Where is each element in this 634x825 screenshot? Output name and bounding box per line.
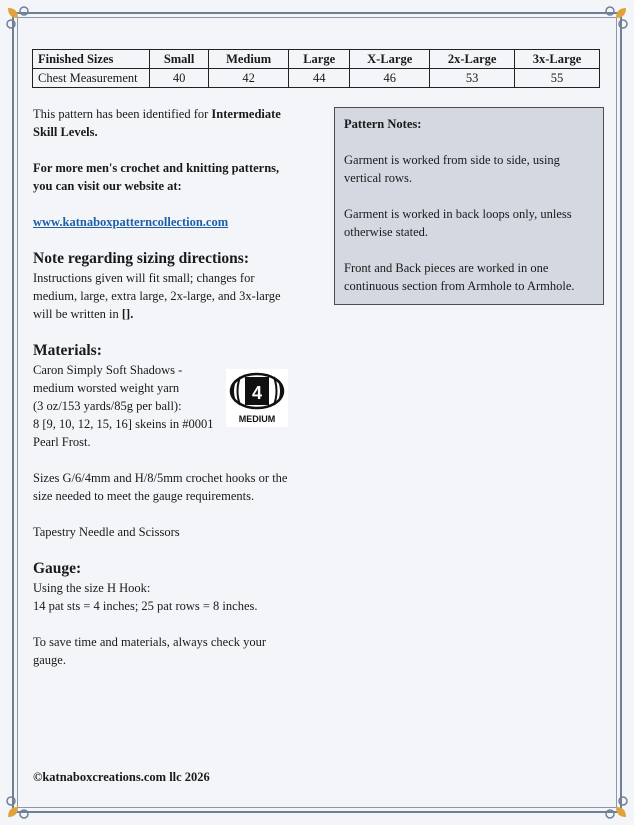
yarn-weight-number: 4 — [251, 383, 263, 403]
yarn-weight-icon — [226, 369, 288, 427]
table-header: X-Large — [350, 50, 430, 69]
gauge-line: 14 pat sts = 4 inches; 25 pat rows = 8 inches. — [33, 599, 258, 613]
corner-ornament-icon — [603, 794, 629, 820]
pattern-note: Garment is worked in back loops only, unless otherwise stated. — [344, 207, 572, 239]
website-link[interactable]: www.katnaboxpatterncollection.com — [33, 215, 229, 229]
sizing-heading: Note regarding sizing directions: — [33, 250, 249, 267]
gauge-note: To save time and materials, always check your gauge. — [33, 635, 267, 667]
yarn-line: Pearl Frost. — [33, 435, 91, 449]
hooks-text: Sizes G/6/4mm and H/8/5mm crochet hooks or the size needed to meet the gauge requirements. — [33, 471, 288, 503]
corner-ornament-icon — [5, 5, 31, 31]
gauge-heading: Gauge: — [33, 560, 82, 577]
sizing-paragraph — [33, 269, 295, 323]
table-row-label: Chest Measurement — [33, 69, 150, 88]
sizes-table — [32, 49, 600, 88]
yarn-line: medium worsted weight yarn — [33, 381, 180, 395]
copyright-footer: ©katnaboxcreations.com llc 2026 — [33, 770, 210, 784]
more-patterns-text: For more men's crochet and knitting patterns, you can visit our website at: — [33, 161, 280, 193]
table-header-row — [33, 50, 600, 69]
intro-text: This pattern has been identified for — [33, 107, 212, 121]
table-cell: 44 — [289, 69, 350, 88]
left-column — [33, 105, 295, 687]
website-paragraph — [33, 213, 295, 231]
yarn-line: 8 [9, 10, 12, 15, 16] skeins in #0001 — [33, 417, 214, 431]
table-row — [33, 69, 600, 88]
pattern-note: Front and Back pieces are worked in one continuous section from Armhole to Armhole. — [344, 261, 575, 293]
sizing-text: Instructions given will fit small; changes for medium, large, extra large, 2x-large, and 3x-large will be written in — [33, 271, 281, 321]
pattern-notes-box — [334, 107, 604, 305]
table-cell: 53 — [430, 69, 515, 88]
sizing-bracket: []. — [121, 307, 134, 321]
table-cell: 55 — [515, 69, 600, 88]
yarn-weight-label: MEDIUM — [238, 414, 276, 424]
table-header: Finished Sizes — [33, 50, 150, 69]
materials-heading: Materials: — [33, 342, 102, 359]
table-cell: 40 — [150, 69, 209, 88]
table-header: Large — [289, 50, 350, 69]
table-header: Small — [150, 50, 209, 69]
pattern-notes-title: Pattern Notes: — [344, 117, 422, 131]
intro-paragraph — [33, 105, 295, 141]
pattern-note: Garment is worked from side to side, using vertical rows. — [344, 153, 560, 185]
table-header: 2x-Large — [430, 50, 515, 69]
yarn-line: (3 oz/153 yards/85g per ball): — [33, 399, 182, 413]
corner-ornament-icon — [5, 794, 31, 820]
table-cell: 46 — [350, 69, 430, 88]
skill-level-text: Intermediate Skill Levels. — [33, 107, 281, 139]
table-header: 3x-Large — [515, 50, 600, 69]
yarn-line: Caron Simply Soft Shadows - — [33, 363, 183, 377]
corner-ornament-icon — [603, 5, 629, 31]
table-cell: 42 — [209, 69, 289, 88]
tools-text: Tapestry Needle and Scissors — [33, 525, 180, 539]
gauge-line: Using the size H Hook: — [33, 581, 151, 595]
yarn-block — [33, 361, 295, 451]
table-header: Medium — [209, 50, 289, 69]
